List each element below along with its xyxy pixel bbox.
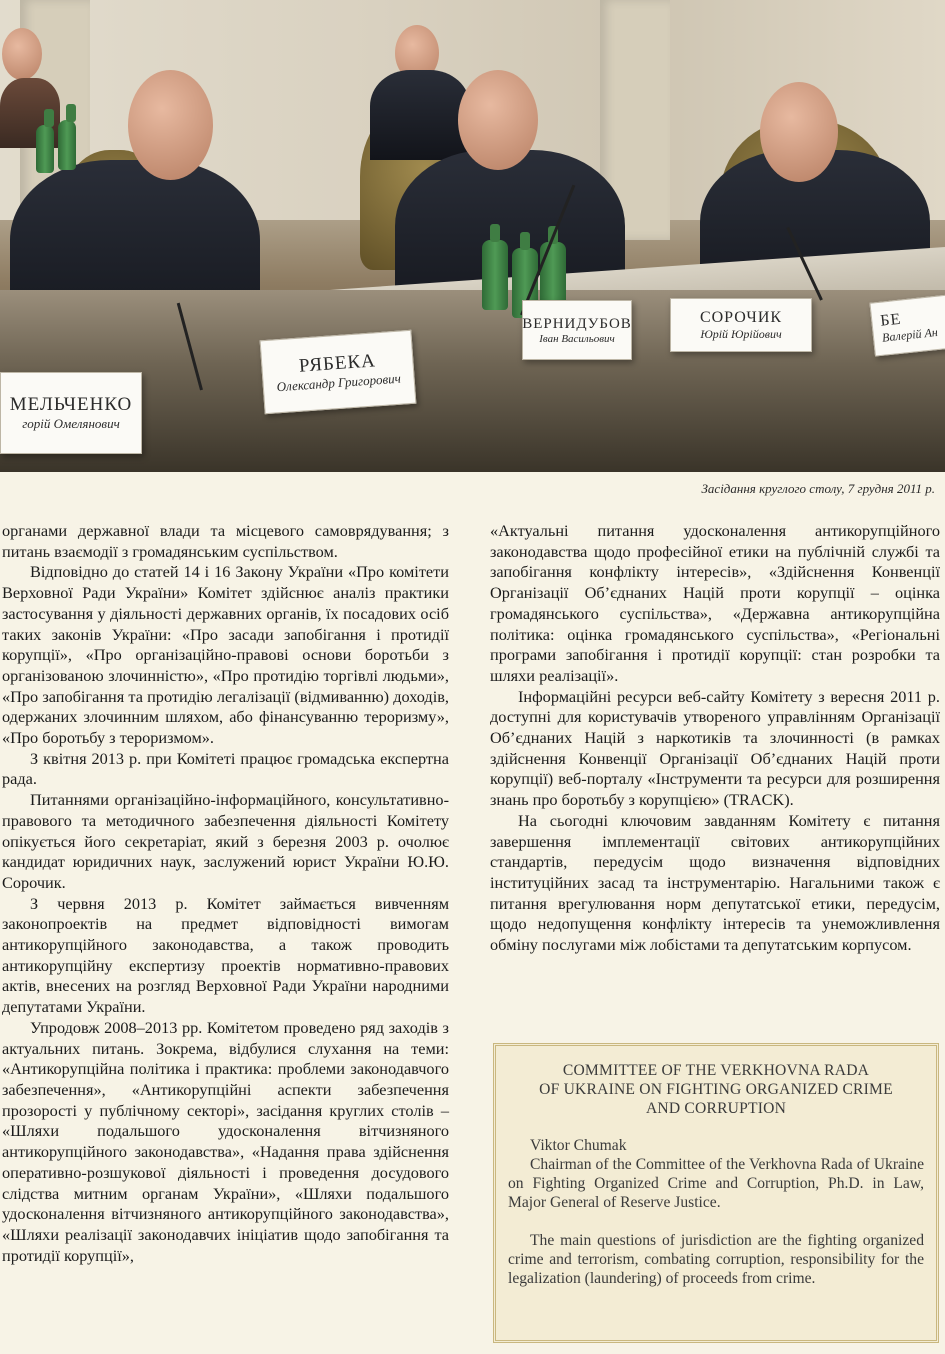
paragraph: Упродовж 2008–2013 рр. Комітетом проведено ряд заходів з актуальних питань. Зокрема, відбулися слухання на теми: «Антикорупційна політика і практика: проблеми законодавчого забезпечення», «Антикорупційні аспекти забезпечення прозорості у публічному секторі», засідання круглих столів – «Шляхи подальшого удосконалення вітчизняного антикорупційного законодавства», «Надання права здійснення оперативно-розшукової діяльності і проведення досудового слідства митним органам України», «Шляхи подальшого удосконалення вітчизняного антикорупційного законодавства», «Шляхи реалізації законодавчих ініціатив щодо запобігання та протидії корупції», xyxy=(2,1017,449,1265)
nameplate-surname: ВЕРНИДУБОВ xyxy=(522,315,632,332)
photo-person xyxy=(370,70,470,160)
nameplate xyxy=(869,293,945,356)
nameplate-given-name: Олександр Григорович xyxy=(276,370,402,395)
infobox-title-line: COMMITTEE OF THE VERKHOVNA RADA xyxy=(562,1062,870,1079)
paragraph: «Актуальні питання удосконалення антикорупційного законодавства щодо професійної етики на публічній службі та запобігання конфлікту інтересів», «Здійснення Конвенції Організації Об’єднаних Націй проти корупції – оцінка громадянського суспільства», «Державна антикорупційна політика: оцінка громадянського суспільства», «Регіональні програми запобігання і протидії корупції: стан розробки та шляхи реалізації». xyxy=(490,521,940,685)
nameplate xyxy=(522,300,632,360)
nameplate-given-name: горій Омелянович xyxy=(22,416,120,431)
paragraph: органами державної влади та місцевого самоврядування; з питань взаємодії з громадянським суспільством. xyxy=(2,521,449,561)
paragraph: З червня 2013 р. Комітет займається вивченням законопроектів на предмет відповідності вимогам антикорупційного законодавства, а також проводить антикорупційну експертизу проектів нормативно-правових актів, внесених на розгляд Верховної Ради України народними депутатами України. xyxy=(2,893,449,1017)
water-bottle xyxy=(58,120,76,170)
nameplate xyxy=(670,298,812,352)
infobox-title-line: AND CORRUPTION xyxy=(645,1100,787,1117)
nameplate-given-name: Юрій Юрійович xyxy=(700,326,782,341)
nameplate-surname: РЯБЕКА xyxy=(298,350,377,377)
photo-person xyxy=(458,70,538,170)
nameplate-given-name: Іван Васильович xyxy=(539,332,615,345)
paragraph: На сьогодні ключовим завданням Комітету є питання завершення імплементації світових антикорупційних стандартів, передусім щодо визначення відповідних інституційних засад та інструментарію. Нагальними також є питання врегулювання норм депутатської етики, передусім, щодо недопущення конфлікту інтересів та унеможливлення обміну послугами між лобістами та депутатським корпусом. xyxy=(490,810,940,955)
paragraph: Питаннями організаційно-інформаційного, консультативно-правового та методичного забезпечення діяльності Комітету опікується його секретаріат, який з березня 2003 р. очолює кандидат юридичних наук, заслужений юрист України Ю.Ю. Сорочик. xyxy=(2,790,449,892)
photo-person xyxy=(2,28,42,80)
meeting-photo xyxy=(0,0,945,472)
photo-person xyxy=(760,82,838,182)
nameplate-given-name: Валерій Ан xyxy=(881,324,939,345)
chairman-name: Viktor Chumak xyxy=(530,1137,627,1154)
photo-caption: Засідання круглого столу, 7 грудня 2011 р. xyxy=(701,481,935,496)
infobox-title-line: OF UKRAINE ON FIGHTING ORGANIZED CRIME xyxy=(539,1081,893,1098)
photo-person xyxy=(128,70,213,180)
text-column-left xyxy=(2,521,449,1266)
paragraph: Відповідно до статей 14 і 16 Закону України «Про комітети Верховної Ради України» Комітет здійснює аналіз практики застосування у діяльності державних органів, їх посадових осіб таких законів України: «Про засади запобігання і протидії корупції», «Про організаційно-правові основи боротьби з організованою злочинністю», «Про протидію торгівлі людьми», «Про запобігання та протидію легалізації (відмиванню) доходів, одержаних злочинним шляхом, або фінансуванню тероризму», «Про боротьбу з тероризмом». xyxy=(2,562,449,748)
water-bottle xyxy=(36,125,54,173)
paragraph: З квітня 2013 р. при Комітеті працює громадська експертна рада. xyxy=(2,748,449,789)
nameplate-surname: БЕ xyxy=(879,310,903,330)
nameplate xyxy=(260,330,417,414)
text-column-right xyxy=(490,521,940,956)
paragraph: Інформаційні ресурси веб-сайту Комітету з вересня 2011 р. доступні для користувачів утвореного управлінням Організації Об’єднаних Націй з наркотиків та злочинності (в рамках здійснення Конвенції Організації Об’єднаних Націй проти корупції) веб-порталу «Інструменти та ресурси для розширення знань про боротьбу з корупцією» (TRACK). xyxy=(490,686,940,810)
chairman-position: Chairman of the Committee of the Verkhovna Rada of Ukraine on Fighting Organized Crime and Corruption, Ph.D. in Law, Major General of Reserve Justice. xyxy=(508,1156,924,1211)
infobox-title xyxy=(496,1061,936,1118)
water-bottle xyxy=(482,240,508,310)
infobox-body xyxy=(496,1136,936,1288)
nameplate-surname: МЕЛЬЧЕНКО xyxy=(9,394,133,415)
nameplate xyxy=(0,372,142,454)
nameplate-surname: СОРОЧИК xyxy=(699,308,783,326)
jurisdiction-description: The main questions of jurisdiction are the fighting organized crime and terrorism, combating corruption, responsibility for the legalization (laundering) of proceeds from crime. xyxy=(508,1232,924,1287)
english-summary-box xyxy=(493,1043,939,1343)
